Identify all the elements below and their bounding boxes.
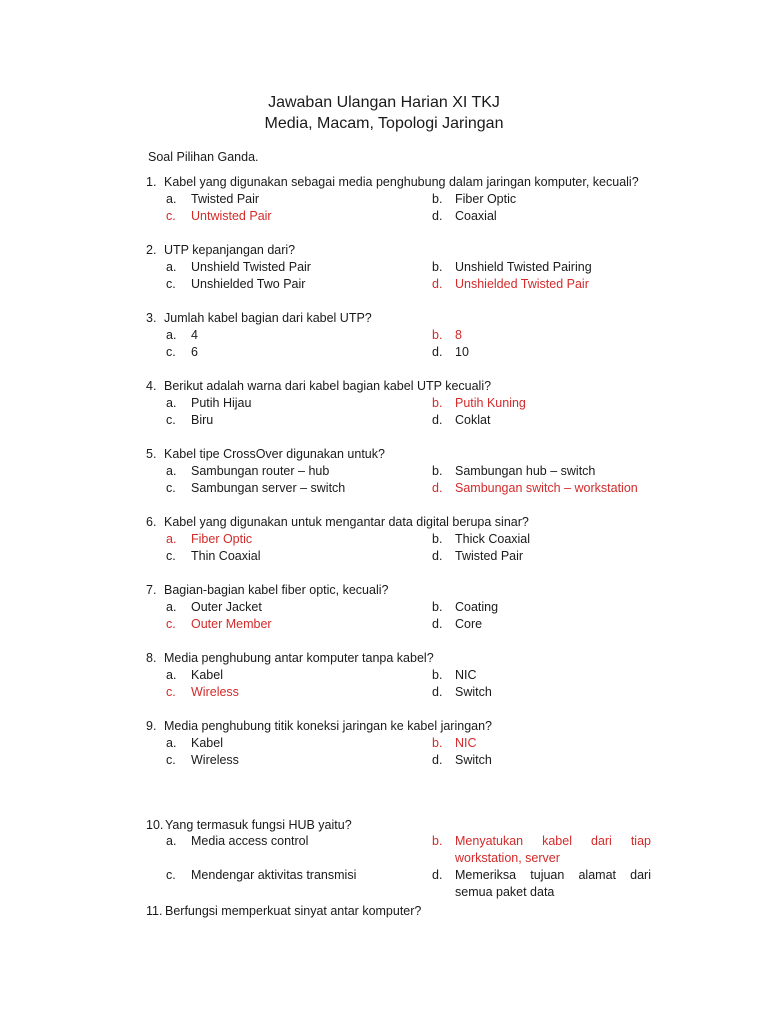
option-letter: b. <box>432 192 443 206</box>
option-letter: d. <box>432 617 443 631</box>
option-text: Unshield Twisted Pairing <box>455 260 592 274</box>
question-number: 3. <box>146 311 157 325</box>
question-number: 4. <box>146 379 157 393</box>
option-letter: a. <box>166 260 177 274</box>
option-letter: d. <box>432 277 443 291</box>
document-title: Jawaban Ulangan Harian XI TKJ <box>268 94 500 111</box>
option-letter: c. <box>166 413 176 427</box>
option-text: 10 <box>455 345 469 359</box>
section-label: Soal Pilihan Ganda. <box>148 150 259 164</box>
question-text: Yang termasuk fungsi HUB yaitu? <box>165 818 352 832</box>
option-letter: c. <box>166 868 176 882</box>
option-text: Outer Jacket <box>191 600 262 614</box>
option-text: Core <box>455 617 483 631</box>
option-text: Sambungan server – switch <box>191 481 346 495</box>
option-letter: a. <box>166 396 177 410</box>
option-text: Mendengar aktivitas transmisi <box>191 868 357 882</box>
option-letter: d. <box>432 209 443 223</box>
question-text: Bagian-bagian kabel fiber optic, kecuali? <box>164 583 389 597</box>
option-letter: c. <box>166 617 176 631</box>
option-letter: b. <box>432 532 443 546</box>
option-text: Putih Kuning <box>455 396 526 410</box>
question-text: Kabel tipe CrossOver digunakan untuk? <box>164 447 385 461</box>
option-text: Coaxial <box>455 209 497 223</box>
option-text: Sambungan switch – workstation <box>455 481 638 495</box>
option-letter: d. <box>432 868 443 882</box>
option-text: Fiber Optic <box>455 192 517 206</box>
option-letter: d. <box>432 481 443 495</box>
option-letter: c. <box>166 481 176 495</box>
option-letter: a. <box>166 532 177 546</box>
option-text: Unshield Twisted Pair <box>191 260 311 274</box>
option-text: Sambungan router – hub <box>191 464 330 478</box>
question-number: 10. <box>146 818 164 832</box>
question-text: Media penghubung antar komputer tanpa kabel? <box>164 651 434 665</box>
option-letter: b. <box>432 396 443 410</box>
option-text: Switch <box>455 753 492 767</box>
option-text: Coating <box>455 600 499 614</box>
question-10-option-d-line1: Memeriksa tujuan alamat dari <box>455 868 651 882</box>
option-letter: b. <box>432 668 443 682</box>
question-text: Berikut adalah warna dari kabel bagian kabel UTP kecuali? <box>164 379 492 393</box>
question-number: 6. <box>146 515 157 529</box>
question-number: 7. <box>146 583 157 597</box>
option-letter: b. <box>432 260 443 274</box>
question-number: 8. <box>146 651 157 665</box>
option-text: Sambungan hub – switch <box>455 464 596 478</box>
option-letter: d. <box>432 345 443 359</box>
option-letter: a. <box>166 736 177 750</box>
option-letter: b. <box>432 600 443 614</box>
option-letter: c. <box>166 685 176 699</box>
option-text: Thick Coaxial <box>455 532 531 546</box>
option-text: Untwisted Pair <box>191 209 272 223</box>
option-letter: c. <box>166 209 176 223</box>
option-text: 6 <box>191 345 198 359</box>
option-text: Media access control <box>191 834 309 848</box>
option-letter: c. <box>166 277 176 291</box>
option-letter: d. <box>432 549 443 563</box>
option-letter: a. <box>166 192 177 206</box>
question-number: 5. <box>146 447 157 461</box>
option-text: Wireless <box>191 685 239 699</box>
document-subtitle: Media, Macam, Topologi Jaringan <box>264 115 504 132</box>
option-text: 4 <box>191 328 198 342</box>
option-letter: b. <box>432 328 443 342</box>
option-text: Kabel <box>191 736 223 750</box>
option-letter: a. <box>166 668 177 682</box>
option-letter: d. <box>432 413 443 427</box>
option-letter: d. <box>432 685 443 699</box>
option-text: Unshielded Twisted Pair <box>455 277 589 291</box>
question-number: 2. <box>146 243 157 257</box>
option-text: Putih Hijau <box>191 396 252 410</box>
option-text: Outer Member <box>191 617 272 631</box>
option-letter: a. <box>166 328 177 342</box>
option-text: Coklat <box>455 413 491 427</box>
question-10-option-b-line2: workstation, server <box>455 851 560 865</box>
option-letter: c. <box>166 345 176 359</box>
question-text: Kabel yang digunakan sebagai media penghubung dalam jaringan komputer, kecuali? <box>164 175 639 189</box>
option-text: NIC <box>455 736 477 750</box>
question-number: 9. <box>146 719 157 733</box>
option-text: Kabel <box>191 668 223 682</box>
option-text: Fiber Optic <box>191 532 253 546</box>
option-text: Switch <box>455 685 492 699</box>
option-letter: d. <box>432 753 443 767</box>
option-letter: b. <box>432 464 443 478</box>
question-text: Kabel yang digunakan untuk mengantar data digital berupa sinar? <box>164 515 529 529</box>
question-number: 11. <box>146 904 163 918</box>
option-letter: b. <box>432 834 443 848</box>
option-text: NIC <box>455 668 477 682</box>
question-number: 1. <box>146 175 157 189</box>
option-text: Wireless <box>191 753 239 767</box>
option-text: Twisted Pair <box>191 192 260 206</box>
option-letter: a. <box>166 464 177 478</box>
option-letter: c. <box>166 549 176 563</box>
option-text: Thin Coaxial <box>191 549 261 563</box>
option-letter: a. <box>166 600 177 614</box>
question-text: Media penghubung titik koneksi jaringan ke kabel jaringan? <box>164 719 492 733</box>
option-text: Twisted Pair <box>455 549 524 563</box>
option-letter: c. <box>166 753 176 767</box>
question-10-option-b-line1: Menyatukan kabel dari tiap <box>455 834 651 848</box>
option-letter: a. <box>166 834 177 848</box>
question-text: Berfungsi memperkuat sinyat antar komputer? <box>165 904 422 918</box>
option-letter: b. <box>432 736 443 750</box>
option-text: Biru <box>191 413 214 427</box>
question-10-option-d-line2: semua paket data <box>455 885 555 899</box>
question-text: UTP kepanjangan dari? <box>164 243 296 257</box>
option-text: 8 <box>455 328 462 342</box>
option-text: Unshielded Two Pair <box>191 277 306 291</box>
question-text: Jumlah kabel bagian dari kabel UTP? <box>164 311 372 325</box>
